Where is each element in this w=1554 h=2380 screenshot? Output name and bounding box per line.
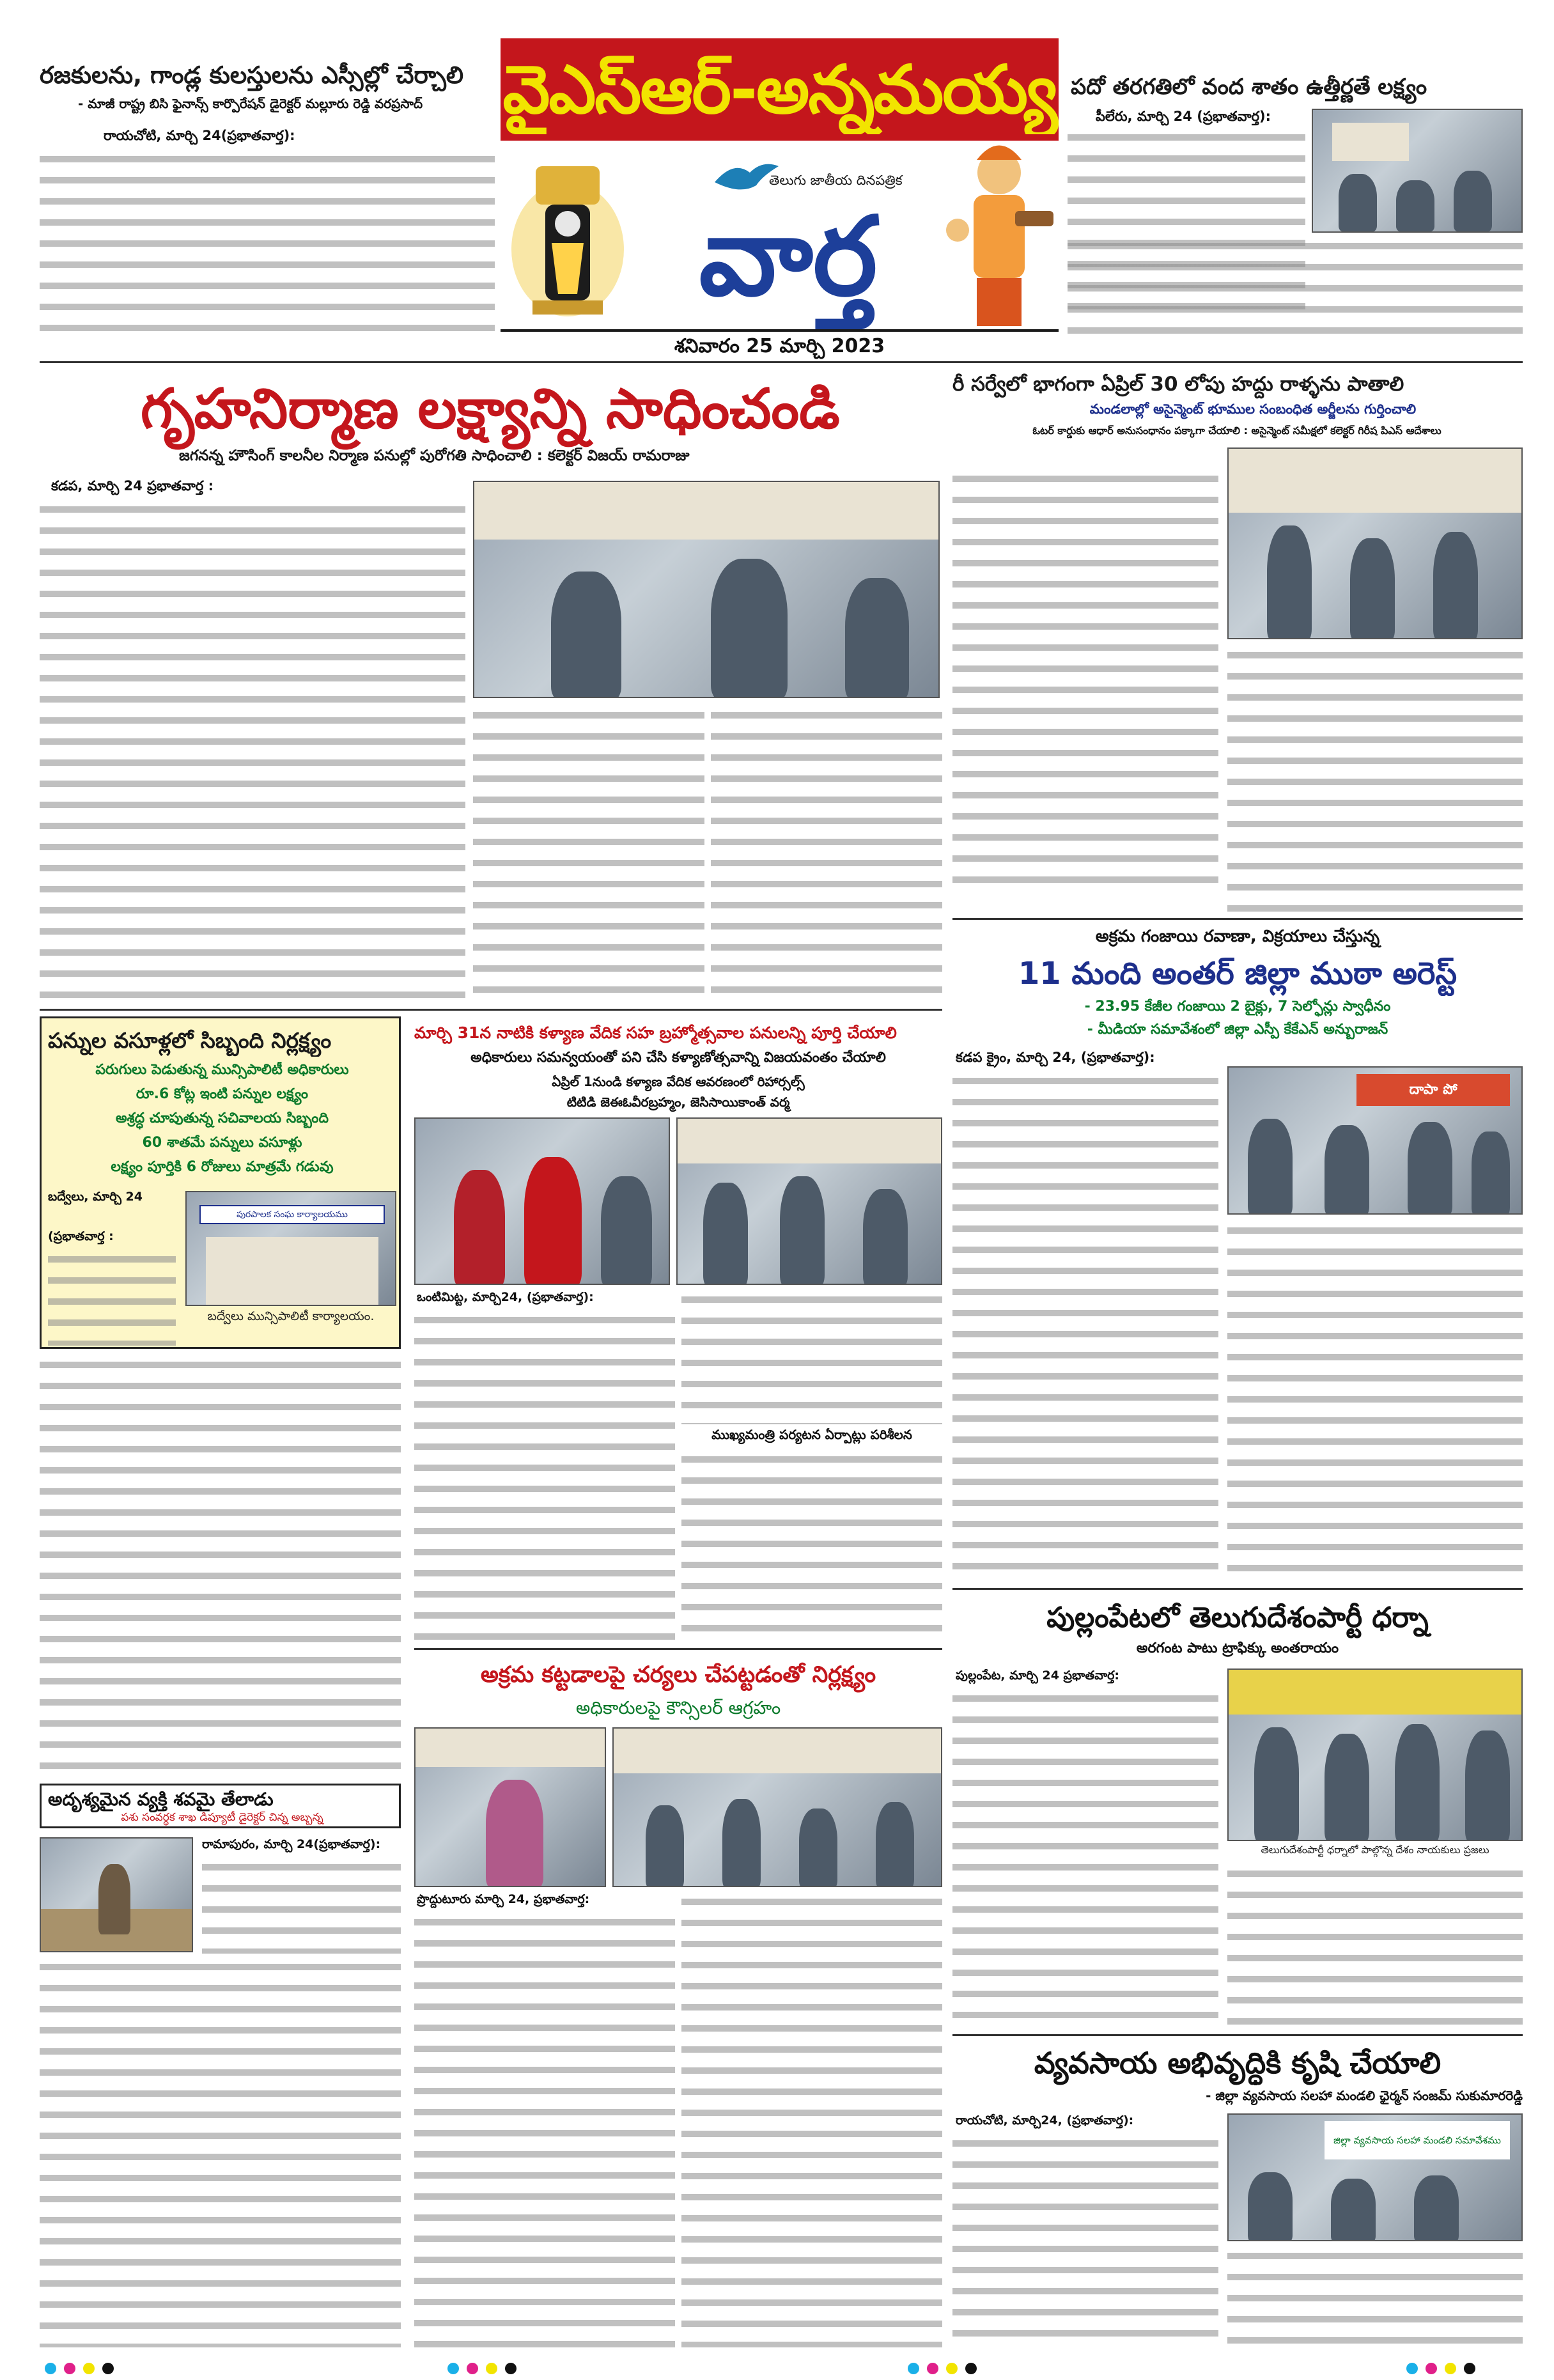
illegal-body-right: [681, 1892, 942, 2347]
housing-subhead: జగనన్న హౌసింగ్ కాలనీల నిర్మాణ పనుల్లో పురోగతి సాధించాలి : కలెక్టర్ విజయ్ రామరాజు: [179, 447, 690, 464]
reg-dot-magenta-4: [1426, 2363, 1437, 2374]
illegal-body-left: [414, 1913, 675, 2347]
masthead-date-rule-top: [501, 329, 1059, 332]
rajakula-headline: రజకులను, గాండ్ల కులస్తులను ఎస్సీల్లో చేర్చాలి: [40, 61, 464, 89]
tdp-headline: పుల్లంపేటలో తెలుగుదేశంపార్టీ ధర్నా: [1046, 1601, 1429, 1634]
housing-body-mid: [473, 706, 704, 1000]
divider-top: [40, 361, 1523, 363]
kalyanam-inner-head: ముఖ్యమంత్రి పర్యటన ఏర్పాట్లు పరిశీలన: [711, 1427, 912, 1442]
ganja-dateline: కడప క్రైం, మార్చి 24, (ప్రభాతవార్త):: [956, 1050, 1155, 1065]
masthead-annamayya-logo: [938, 134, 1059, 332]
ganja-photo-banner: దాపా పో: [1409, 1082, 1457, 1098]
reg-dot-cyan-2: [447, 2363, 459, 2374]
reg-dot-cyan: [45, 2363, 56, 2374]
ganja-subhead: - 23.95 కేజీల గంజాయి 2 బైక్లు, 7 సెల్ఫోన్లు స్వాధీనం: [1084, 999, 1391, 1015]
tdp-body-a: [952, 1689, 1218, 2028]
deadbody-dateline: రామాపురం, మార్చి 24(ప్రభాతవార్త):: [202, 1837, 381, 1851]
ganja-photo: [1227, 1066, 1523, 1215]
masthead-regional-name: వైఎస్ఆర్-అన్నమయ్య: [502, 51, 1057, 128]
ganja-headline: 11 మంది అంతర్ జిల్లా ముఠా అరెస్ట్: [1018, 956, 1457, 992]
reg-dot-magenta-3: [927, 2363, 938, 2374]
ganja-subhead2: - మీడియా సమావేశంలో జిల్లా ఎస్పీ కేకేఎన్ అన్బురాజన్: [1087, 1022, 1388, 1038]
reg-dot-black-3: [965, 2363, 977, 2374]
deadbody-body-side: [202, 1858, 401, 1954]
taxes-subhead-2: అశ్రద్ధ చూపుతున్న సచివాలయ సిబ్బంది: [115, 1110, 329, 1126]
kalyanam-body-right: [681, 1450, 942, 1642]
taxes-subhead-3: 60 శాతమే పన్నులు వసూళ్లు: [142, 1135, 302, 1151]
masthead: [501, 38, 1059, 361]
kalyanam-photo-right: [676, 1117, 942, 1285]
divider-ganja: [952, 918, 1523, 920]
tdp-body-b: [1227, 1864, 1523, 2028]
kalyanam-body-right-top: [681, 1290, 942, 1424]
masthead-tagline: తెలుగు జాతీయ దినపత్రిక: [769, 173, 903, 188]
reg-dot-cyan-3: [908, 2363, 919, 2374]
reg-dot-black: [102, 2363, 114, 2374]
illegal-photo-right: [612, 1727, 942, 1887]
agri-body-b: [1227, 2246, 1523, 2347]
reg-dot-yellow-2: [486, 2363, 497, 2374]
reg-dot-magenta-2: [467, 2363, 478, 2374]
divider-mid-left: [40, 1009, 942, 1011]
illegal-dateline: ప్రొద్దుటూరు మార్చి 24, ప్రభాతవార్త:: [417, 1892, 590, 1906]
masthead-regional-banner: [501, 38, 1059, 141]
taxes-dateline-place: బద్వేలు, మార్చి 24: [48, 1190, 143, 1204]
illegal-headline: అక్రమ కట్టడాలపై చర్యలు చేపట్టడంతో నిర్లక్ష్యం: [480, 1662, 876, 1688]
tenth-dateline: పీలేరు, మార్చి 24 (ప్రభాతవార్త):: [1096, 109, 1271, 124]
resurvey-subhead2: ఓటర్ కార్డుకు ఆధార్ అనుసంధానం పక్కాగా చేయాలి : అసైన్మెంట్ సమీక్షలో కలెక్టర్ గిరీష పిఎస్ ఆదేశాలు: [1032, 424, 1441, 437]
resurvey-photo: [1227, 447, 1523, 639]
kalyanam-subhead2: ఏప్రిల్ 1నుండి కళ్యాణ వేదిక ఆవరణంలో రిహార్సల్స్: [552, 1074, 805, 1089]
taxes-box: [40, 1016, 401, 1349]
rajakula-byline: - మాజీ రాష్ట్ర బిసి ఫైనాన్స్ కార్పొరేషన్ డైరెక్టర్ మల్లూరు రెడ్డి వరప్రసాద్: [78, 96, 423, 111]
illegal-photo-left: [414, 1727, 606, 1887]
agri-headline: వ్యవసాయ అభివృద్ధికి కృషి చేయాలి: [1034, 2046, 1441, 2080]
taxes-subhead-4: లక్ష్యం పూర్తికి 6 రోజులు మాత్రమే గడువు: [111, 1159, 334, 1175]
deadbody-box: [40, 1784, 401, 1828]
taxes-headline: పన్నుల వసూళ్లలో సిబ్బంది నిర్లక్ష్యం: [48, 1028, 332, 1053]
housing-body-left: [40, 500, 465, 999]
masthead-date: శనివారం 25 మార్చి 2023: [674, 335, 885, 357]
tenth-photo: [1312, 109, 1523, 233]
divider-agri: [952, 2034, 1523, 2036]
taxes-body-side: [48, 1250, 176, 1346]
kalyanam-subhead: అధికారులు సమన్వయంతో పని చేసి కళ్యాణోత్సవాన్ని విజయవంతం చేయాలి: [470, 1050, 886, 1066]
taxes-caption: బద్వేలు మున్సిపాలిటీ కార్యాలయం.: [207, 1309, 375, 1323]
masthead-deity-logo: [507, 153, 628, 320]
deadbody-subhead: పశు సంవర్ధక శాఖ డిప్యూటీ డైరెక్టర్ చిన్న అబ్బన్న: [121, 1811, 323, 1824]
tenth-headline: పదో తరగతిలో వంద శాతం ఉత్తీర్ణతే లక్ష్యం: [1071, 74, 1427, 100]
taxes-sign-text: పురపాలక సంఘ కార్యాలయము: [237, 1209, 348, 1220]
agri-body-a: [952, 2134, 1218, 2347]
taxes-photo-sign: [199, 1205, 385, 1224]
resurvey-body-b: [1227, 646, 1523, 921]
kalyanam-photo-left: [414, 1117, 670, 1285]
deadbody-body: [40, 1957, 401, 2347]
taxes-dateline-paper: (ప్రభాతవార్త :: [48, 1229, 114, 1243]
registration-strip: [0, 2359, 1554, 2378]
reg-dot-yellow-4: [1445, 2363, 1456, 2374]
resurvey-body-a: [952, 469, 1218, 891]
reg-dot-black-4: [1464, 2363, 1475, 2374]
deadbody-headline: అదృశ్యమైన వ్యక్తి శవమై తేలాడు: [48, 1789, 274, 1810]
agri-dateline: రాయచోటి, మార్చి24, (ప్రభాతవార్త):: [956, 2113, 1134, 2127]
divider-tdp: [952, 1588, 1523, 1590]
kalyanam-subhead3: టిటిడి జెఈఓవీరబ్రహ్మం, జెసిసాయికాంత్ వర్మ: [566, 1094, 790, 1110]
tdp-caption: తెలుగుదేశంపార్టీ ధర్నాలో పాల్గొన్న దేశం నాయకులు ప్రజలు: [1261, 1844, 1489, 1856]
kalyanam-headline: మార్చి 31న నాటికి కళ్యాణ వేదిక సహ బ్రహ్మోత్సవాల పనులన్ని పూర్తి చేయాలి: [414, 1023, 897, 1042]
taxes-subhead-0: పరుగులు పెడుతున్న మున్సిపాలిటీ అధికారులు: [95, 1062, 349, 1078]
housing-photo: [473, 481, 940, 698]
masthead-title: వార్త: [699, 194, 878, 320]
housing-dateline: కడప, మార్చి 24 ప్రభాతవార్త :: [51, 478, 214, 494]
kalyanam-dateline: ఒంటిమిట్ట, మార్చి24, (ప్రభాతవార్త):: [417, 1290, 594, 1304]
taxes-subhead-1: రూ.6 కోట్ల ఇంటి పన్నుల లక్ష్యం: [136, 1086, 309, 1102]
rajakula-body: [40, 150, 495, 341]
reg-dot-cyan-4: [1406, 2363, 1418, 2374]
rajakula-dateline: రాయచోటి, మార్చి 24(ప్రభాతవార్త):: [104, 128, 295, 143]
housing-headline: గృహనిర్మాణ లక్ష్యాన్ని సాధించండి: [141, 377, 840, 441]
housing-body-right: [711, 706, 942, 1000]
tenth-body-bottom: [1068, 237, 1523, 345]
divider-illegal: [414, 1648, 942, 1650]
reg-dot-black-2: [505, 2363, 517, 2374]
resurvey-subhead: మండలాల్లో అసైన్మెంట్ భూముల సంబంధిత అర్జీలను గుర్తించాలి: [1089, 401, 1417, 417]
illegal-subhead: అధికారులపై కౌన్సిలర్ ఆగ్రహం: [575, 1697, 781, 1718]
tdp-photo: [1227, 1668, 1523, 1841]
agri-subhead: - జిల్లా వ్యవసాయ సలహా మండలి ఛైర్మన్ సంజమ్ సుకుమారరెడ్డి: [1206, 2088, 1523, 2103]
ganja-body-a: [952, 1071, 1218, 1583]
reg-dot-magenta: [64, 2363, 75, 2374]
tdp-dateline: పుల్లంపేట, మార్చి 24 ప్రభాతవార్త:: [956, 1668, 1119, 1683]
taxes-photo: [185, 1191, 396, 1306]
reg-dot-yellow: [83, 2363, 95, 2374]
agri-photo-banner: జిల్లా వ్యవసాయ సలహా మండలి సమావేశము: [1333, 2135, 1501, 2146]
kalyanam-body-left: [414, 1311, 675, 1643]
reg-dot-yellow-3: [946, 2363, 958, 2374]
ganja-body-b: [1227, 1221, 1523, 1583]
resurvey-headline: రీ సర్వేలో భాగంగా ఏప్రిల్ 30 లోపు హద్దు రాళ్ళను పాతాలి: [952, 373, 1404, 396]
deadbody-photo: [40, 1837, 193, 1952]
taxes-body: [40, 1355, 401, 1771]
ganja-kicker: అక్రమ గంజాయి రవాణా, విక్రయాలు చేస్తున్న: [1095, 927, 1380, 946]
tdp-subhead: అరగంట పాటు ట్రాఫిక్కు అంతరాయం: [1136, 1640, 1339, 1656]
agri-photo: [1227, 2113, 1523, 2241]
